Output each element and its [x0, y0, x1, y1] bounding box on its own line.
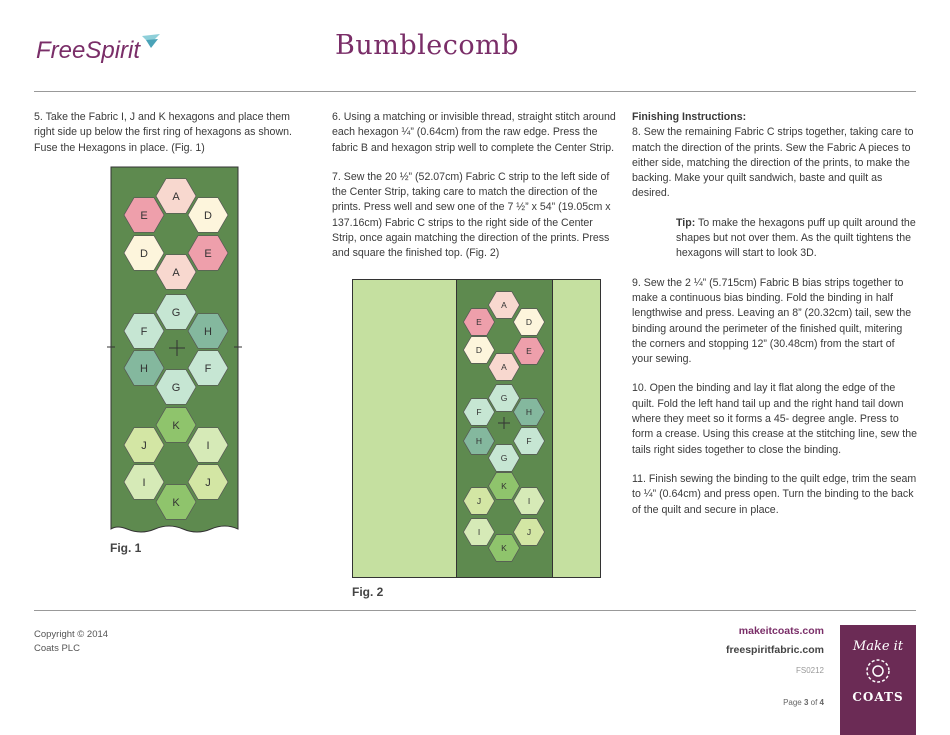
tip-note [676, 216, 917, 262]
page-number: Page 3 of 4 [783, 698, 824, 707]
fig1-hexagon-label: D [140, 247, 148, 260]
figure-2-diagram [352, 279, 602, 579]
fig2-hexagon-label: J [526, 526, 532, 537]
freespirit-link[interactable]: freespiritfabric.com [725, 644, 824, 656]
figure-1-caption: Fig. 1 [110, 541, 142, 555]
column-1 [34, 110, 304, 170]
figure-1-diagram [105, 165, 245, 535]
tip-text: To make the hexagons puff up quilt around the shapes but not over them. As the quilt tightens the hexagons will start to look 3D. [676, 216, 916, 260]
fig2-hexagon-label: K [501, 480, 507, 491]
badge-make-it: Make it [852, 639, 904, 654]
header-divider [34, 91, 916, 92]
fig2-hexagon-label: F [476, 406, 482, 417]
tip-label: Tip: [676, 216, 696, 229]
step-9: 9. Sew the 2 ¼” (5.715cm) Fabric B bias strips together to make a continuous bias binding. Fold the binding in half lengthwise and press. Leaving an 8” (20.32cm) tail, sew the binding around the perimeter of the finished quilt, mitering the corners and stopping 12” (30.48cm) from the start of your sewing. [632, 276, 912, 366]
badge-coats: COATS [852, 690, 904, 704]
page-title: Bumblecomb [335, 30, 519, 61]
fig2-hexagon-label: I [527, 495, 531, 506]
footer-links [600, 622, 824, 660]
freespirit-logo [34, 24, 174, 74]
step-7: 7. Sew the 20 ½” (52.07cm) Fabric C strip to the left side of the Center Strip, taking care to match the direction of the prints. Press well and sew one of the 7 ½” x 54” (19.05cm x 137.16cm) Fabric C strips to the right side of the Center Strip, once again matching the direction of the prints. Press and square the finished top. (Fig. 2) [332, 170, 611, 260]
fig1-hexagon-label: G [171, 381, 181, 394]
column-2 [332, 110, 617, 276]
step-8: 8. Sew the remaining Fabric C strips together, taking care to match the direction of the prints. Sew the Fabric A pieces to either side, matching the direction of the prints, to make the backing. Make your quilt sandwich, baste and quilt as desired. [632, 126, 914, 200]
step-11: 11. Finish sewing the binding to the quilt edge, trim the seam to ¼” (0.64cm) and press open. Turn the binding to the back of the quilt and secure in place. [632, 472, 917, 516]
fig2-hexagon-label: H [475, 435, 483, 446]
fig1-hexagon-label: E [204, 247, 212, 260]
fig2-hexagon-label: J [476, 495, 482, 506]
finishing-heading: Finishing Instructions: [632, 111, 747, 123]
fig2-hexagon-label: D [475, 344, 483, 355]
fig1-hexagon-label: D [204, 209, 212, 222]
fig1-hexagon-label: E [140, 209, 148, 222]
fig2-hexagon-label: G [500, 452, 508, 463]
fig1-hexagon-label: A [172, 190, 180, 203]
fig1-hexagon-label: I [206, 439, 210, 452]
freespirit-logo-text: FreeSpirit [36, 37, 141, 64]
footer-copyright [34, 628, 108, 656]
fig2-hexagon-label: H [525, 406, 533, 417]
fig2-hexagon-label: I [477, 526, 481, 537]
fig1-hexagon-label: G [171, 306, 181, 319]
fig2-right-strip [553, 280, 601, 578]
fig1-hexagon-label: H [140, 362, 148, 375]
fig1-hexagon-label: F [140, 325, 148, 338]
fig2-hexagon-label: F [526, 435, 532, 446]
fig1-hexagon-label: F [204, 362, 212, 375]
fig1-hexagon-label: K [172, 419, 180, 432]
coats-knot-icon [863, 656, 893, 686]
fig1-hexagon-label: J [205, 476, 211, 489]
fig2-hexagon-label: E [476, 316, 482, 327]
makeitcoats-link[interactable]: makeitcoats.com [738, 625, 824, 637]
fig2-hexagon-label: E [526, 345, 532, 356]
fig1-hexagon-label: A [172, 266, 180, 279]
step-5: 5. Take the Fabric I, J and K hexagons and place them right side up below the first ring of hexagons as shown. Fuse the Hexagons in place. (Fig. 1) [34, 111, 292, 154]
fig2-hexagon-label: A [501, 299, 507, 310]
column-3 [632, 110, 917, 532]
copyright-text: Copyright © 2014 [34, 629, 109, 640]
fig2-hexagon-label: D [525, 316, 533, 327]
fig1-hexagon-label: K [172, 496, 180, 509]
step-6: 6. Using a matching or invisible thread, straight stitch around each hexagon ¼” (0.64cm) from the raw edge. Press the fabric B and hexagon strip well to complete the Center Strip. [332, 111, 616, 154]
product-code: FS0212 [795, 666, 824, 675]
figure-2-caption: Fig. 2 [352, 585, 384, 599]
fig1-hexagon-label: H [204, 325, 212, 338]
fig2-hexagon-label: A [501, 361, 507, 372]
coats-badge [840, 625, 916, 735]
fig2-hexagon-label: K [501, 542, 507, 553]
fig1-hexagon-label: J [141, 439, 147, 452]
fig2-hexagon-label: G [500, 392, 508, 403]
step-10: 10. Open the binding and lay it flat along the edge of the quilt. Fold the left hand tail up and the right hand tail down where they meet so it forms a 45- degree angle. Press to form a crease. Using this crease at the stitching line, sew the tails right sides together to close the binding. [632, 382, 917, 456]
company-text: Coats PLC [34, 643, 80, 654]
fig1-hexagon-label: I [142, 476, 146, 489]
footer-divider [34, 610, 916, 611]
fig2-left-strip [353, 280, 457, 578]
